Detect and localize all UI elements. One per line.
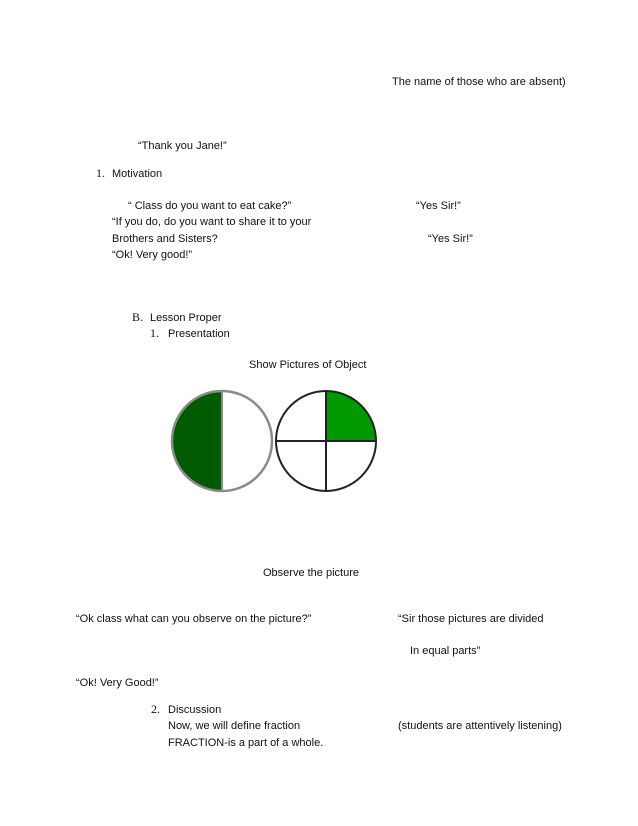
discussion-heading: Discussion bbox=[168, 704, 222, 716]
teacher-praise: “Ok! Very Good!” bbox=[76, 677, 159, 689]
presentation-number: 1. bbox=[150, 326, 159, 340]
half-circle bbox=[172, 391, 272, 491]
absent-note: The name of those who are absent) bbox=[392, 76, 566, 88]
quarter-circle bbox=[276, 391, 376, 491]
motivation-heading: Motivation bbox=[112, 168, 163, 180]
show-pictures-caption: Show Pictures of Object bbox=[249, 359, 367, 371]
presentation-heading: Presentation bbox=[168, 328, 230, 340]
observe-caption: Observe the picture bbox=[263, 567, 359, 579]
student-listening-note: (students are attentively listening) bbox=[398, 720, 562, 732]
thank-you-line: “Thank you Jane!” bbox=[138, 140, 227, 152]
lesson-proper-heading: Lesson Proper bbox=[150, 312, 222, 324]
teacher-line-siblings: Brothers and Sisters? bbox=[112, 233, 218, 245]
fraction-circles-figure bbox=[168, 386, 382, 496]
student-reply-yes-1: “Yes Sir!” bbox=[416, 200, 461, 212]
student-answer-divided: “Sir those pictures are divided bbox=[398, 613, 544, 625]
teacher-line-very-good: “Ok! Very good!” bbox=[112, 249, 193, 261]
lesson-proper-letter: B. bbox=[132, 310, 144, 324]
student-reply-yes-2: “Yes Sir!” bbox=[428, 233, 473, 245]
discussion-number: 2. bbox=[151, 702, 160, 716]
motivation-number: 1. bbox=[96, 166, 105, 180]
teacher-question-observe: “Ok class what can you observe on the picture?” bbox=[76, 613, 312, 625]
student-answer-equal: In equal parts” bbox=[410, 645, 481, 657]
teacher-line-share: “If you do, do you want to share it to your bbox=[112, 216, 312, 228]
fraction-definition: FRACTION-is a part of a whole. bbox=[168, 737, 324, 749]
teacher-line-cake: “ Class do you want to eat cake?” bbox=[128, 200, 292, 212]
half-shaded-part bbox=[172, 391, 222, 491]
discussion-line-define: Now, we will define fraction bbox=[168, 720, 301, 732]
